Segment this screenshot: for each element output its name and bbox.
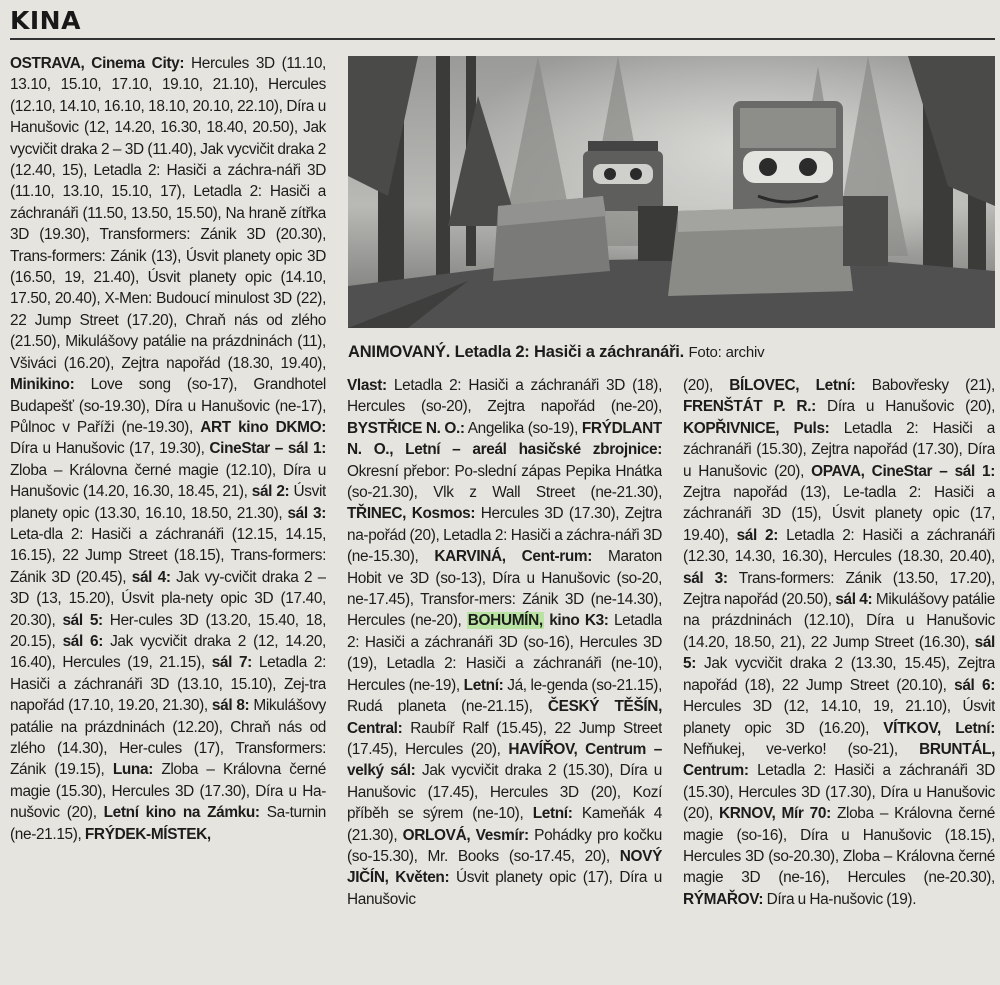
venue-name: FRENŠTÁT P. R.: — [683, 398, 816, 416]
schedule-text: Zloba – Královna černé magie (so-16), Díra u Hanušovic (18.15), Hercules 3D (so-20.30), Zloba – Královna černé magie 3D (ne-16), Hercules (ne-20.30), — [683, 805, 995, 887]
venue-name: sál 4: — [131, 568, 171, 586]
venue-name: ART kino DKMO: — [200, 418, 326, 436]
venue-name: ORLOVÁ, Vesmír: — [402, 826, 529, 844]
venue-name: sál 2: — [251, 483, 290, 501]
schedule-text: Já, le-genda (so-21.15), Rudá planeta (ne-21.15), — [347, 676, 662, 716]
schedule-text: Angelika (so-19), — [464, 419, 582, 437]
venue-name: Vlast: — [347, 377, 387, 394]
schedule-text: Kameňák 4 (21.30), — [347, 805, 662, 844]
schedule-text: Hercules 3D (11.10, 13.10, 15.10, 17.10, 19.10, 21.10), Hercules (12.10, 14.10, 16.10, 18.10, 20.10, 22.10), Díra u Hanušovic (12, 14.20, 16.30, 18.40, 20.50), Jak vycvičit draka 2 – 3D (11.40), Jak vycvičit draka 2 (12.40, 15), Letadla 2: Hasiči a záchra-náři 3D (11.10, 13.10, 15.10, 17), Letadla 2: Hasiči a záchranáři (11.50, 13.50, 15.50), Na hraně zítřka 3D (19.30), Transformers: Zánik 3D (20.30), Trans-formers: Zánik (13), Úsvit planety opic 3D (16.50, 19, 21.40), Úsvit planety opic (14.10, 17.50, 20.40), X-Men: Budoucí minulost 3D (22), 22 Jump Street (17.20), Chraň nás od zlého (21.50), Mikulášovy patálie na prázdninách (11), Všiváci (16.20), Zejtra napořád (18.30, 19.40), — [10, 55, 326, 372]
venue-name: Letní: — [532, 805, 573, 823]
venue-name: sál 8: — [211, 697, 250, 715]
venue-name: KOPŘIVNICE, Puls: — [683, 419, 830, 437]
schedule-text: Letadla 2: Hasiči a záchranáři 3D (13.10, 15.10), Zej-tra napořád (17.10, 19.20, 21.30), — [10, 654, 326, 715]
listing-column-2 — [347, 375, 662, 983]
venue-name: sál 3: — [683, 569, 728, 587]
venue-name: ČESKÝ TĚŠÍN, Central: — [347, 698, 662, 737]
section-title: KINA — [10, 6, 81, 35]
venue-name: CineStar – sál 1: — [209, 440, 326, 458]
listing-column-3 — [683, 375, 995, 983]
schedule-text: Úsvit planety opic (13.30, 16.10, 18.50, 21.30), — [10, 483, 326, 522]
schedule-text: (20), — [683, 377, 730, 394]
schedule-text: Úsvit planety opic (17), Díra u Hanušovic — [347, 869, 662, 908]
venue-name: sál 5: — [62, 611, 103, 629]
schedule-text: Sa-turnin (ne-21.15), — [10, 804, 326, 843]
venue-name: sál 6: — [62, 632, 103, 650]
section-rule — [10, 38, 995, 40]
venue-name: FRÝDEK-MÍSTEK, — [84, 825, 211, 843]
venue-name: Minikino: — [10, 376, 75, 394]
venue-name: VÍTKOV, Letní: — [883, 719, 995, 737]
venue-name: Luna: — [112, 761, 153, 779]
photo-caption — [348, 341, 995, 364]
schedule-text: Hercules 3D (17.30), Zejtra na-pořád (20), Letadla 2: Hasiči a záchra-náři 3D (ne-15.30), — [347, 505, 662, 566]
photo-credit: Foto: archiv — [688, 344, 765, 361]
schedule-text: Letadla 2: Hasiči a záchranáři (15.30), Zejtra napořád (17.30), Díra u Hanušovic (20), — [683, 419, 995, 480]
venue-name: sál 5: — [683, 633, 995, 673]
highlighted-venue: BOHUMÍN, — [467, 612, 543, 630]
schedule-text: Letadla 2: Hasiči a záchranáři 3D (so-16), Hercules 3D (19), Letadla 2: Hasiči a záchranáři (ne-10), Hercules (ne-19), — [347, 612, 662, 694]
movie-still-photo — [348, 56, 995, 328]
schedule-text: Trans-formers: Zánik (13.50, 17.20), Zejtra napořád (20.50), — [683, 569, 995, 609]
schedule-text: Letadla 2: Hasiči a záchranáři 3D (15.30), Hercules 3D (17.30), Díra u Hanušovic (20), — [683, 762, 995, 823]
schedule-text: Hercules 3D (12, 14.10, 19, 21.10), Úsvit planety opic 3D (16.20), — [683, 698, 995, 737]
schedule-text: Leta-dla 2: Hasiči a záchranáři (12.15, 14.15, 16.15), 22 Jump Street (18.15), Trans-formers: Zánik 3D (20.45), — [10, 525, 326, 586]
venue-name: FRÝDLANT N. O., Letní – areál hasičské zbrojnice: — [347, 419, 662, 459]
schedule-text: Maraton Hobit ve 3D (so-13), Díra u Hanušovic (so-20, ne-17.45), Transfor-mers: Zánik 3D (ne-14.30), Hercules (ne-20), — [347, 548, 662, 630]
bulldozer-characters-illustration — [348, 56, 995, 328]
venue-name: OSTRAVA, Cinema City: — [10, 55, 185, 72]
venue-name: sál 2: — [736, 526, 778, 544]
schedule-text: Díra u Hanušovic (20), — [815, 398, 995, 416]
schedule-text: Love song (so-17), Grandhotel Budapešť (so-19.30), Díra u Hanušovic (ne-17), Půlnoc v Paříži (ne-19.30), — [10, 376, 326, 436]
venue-name: TŘINEC, Kosmos: — [347, 505, 476, 523]
schedule-text: Díra u Hanušovic (17, 19.30), — [10, 440, 210, 458]
schedule-text: Jak vy-cvičit draka 2 – 3D (13, 15.20), Úsvit pla-nety opic 3D (17.40, 20.30), — [10, 568, 326, 629]
schedule-text: Zejtra napořád (13), Le-tadla 2: Hasiči a záchranáři 3D (15), Úsvit planety opic (17, 19.40), — [683, 484, 995, 544]
venue-name: BRUNTÁL, Centrum: — [683, 740, 995, 780]
venue-name: NOVÝ JIČÍN, Květen: — [347, 847, 662, 887]
schedule-text: Letadla 2: Hasiči a záchranáři 3D (18), Hercules (so-20), Zejtra napořád (ne-20), — [347, 377, 662, 416]
schedule-text: Jak vycvičit draka 2 (13.30, 15.45), Zejtra napořád (18), 22 Jump Street (20.10), — [683, 655, 995, 694]
schedule-text: Nefňukej, ve-verko! (so-21), — [683, 740, 920, 758]
venue-name: sál 7: — [211, 654, 252, 672]
venue-name: sál 3: — [287, 504, 326, 522]
schedule-text: Jak vycvičit draka 2 (15.30), Díra u Hanušovic (17.45), Hercules 3D (20), Kozí příběh se sýrem (ne-10), — [347, 762, 662, 823]
venue-name: HAVÍŘOV, Centrum – velký sál: — [347, 740, 662, 780]
venue-name: Letní: — [463, 676, 504, 694]
schedule-text: Babovřesky (21), — [855, 377, 995, 394]
schedule-text: Zloba – Královna černé magie (15.30), Hercules 3D (17.30), Díra u Ha-nušovic (20), — [10, 761, 326, 822]
venue-name: BYSTŘICE N. O.: — [347, 419, 465, 437]
venue-name: RÝMAŘOV: — [683, 890, 764, 908]
schedule-text: Her-cules 3D (13.20, 15.40, 18, 20.15), — [10, 611, 326, 650]
venue-name: KRNOV, Mír 70: — [719, 805, 831, 823]
schedule-text: Mikulášovy patálie na prázdninách (12.10), Díra u Hanušovic (14.20, 18.50, 21), 22 Jump Street (16.30), — [683, 591, 995, 651]
schedule-text: Pohádky pro kočku (so-15.30), Mr. Books (so-17.45, 20), — [347, 826, 662, 865]
listing-column-1 — [10, 53, 326, 981]
venue-name: KARVINÁ, Cent-rum: — [434, 548, 593, 566]
schedule-text: Raubíř Ralf (15.45), 22 Jump Street (17.45), Hercules (20), — [347, 719, 662, 758]
schedule-text: Jak vycvičit draka 2 (12, 14.20, 16.40), Hercules (19, 21.15), — [10, 632, 326, 672]
schedule-text: Letadla 2: Hasiči a záchranáři (12.30, 14.30, 16.30), Hercules (18.30, 20.40), — [683, 526, 995, 566]
venue-name: sál 6: — [954, 676, 995, 694]
schedule-text: Mikulášovy patálie na prázdninách (12.20), Chraň nás od zlého (14.30), Her-cules (17), Transformers: Zánik (19.15), — [10, 697, 326, 779]
caption-title: ANIMOVANÝ. Letadla 2: Hasiči a záchranáři. — [348, 343, 685, 361]
venue-name: sál 4: — [835, 591, 873, 609]
schedule-text: Zloba – Královna černé magie (12.10), Díra u Hanušovic (14.20, 16.30, 18.45, 21), — [10, 461, 326, 501]
venue-name: BÍLOVEC, Letní: — [729, 377, 856, 394]
venue-name: Letní kino na Zámku: — [103, 804, 260, 822]
schedule-text: Díra u Ha-nušovic (19). — [763, 890, 917, 908]
schedule-text: Okresní přebor: Po-slední zápas Pepika Hnátka (so-21.30), Vlk z Wall Street (ne-21.30), — [347, 462, 662, 502]
venue-name: OPAVA, CineStar – sál 1: — [811, 462, 995, 480]
venue-name: kino K3: — [543, 612, 609, 630]
